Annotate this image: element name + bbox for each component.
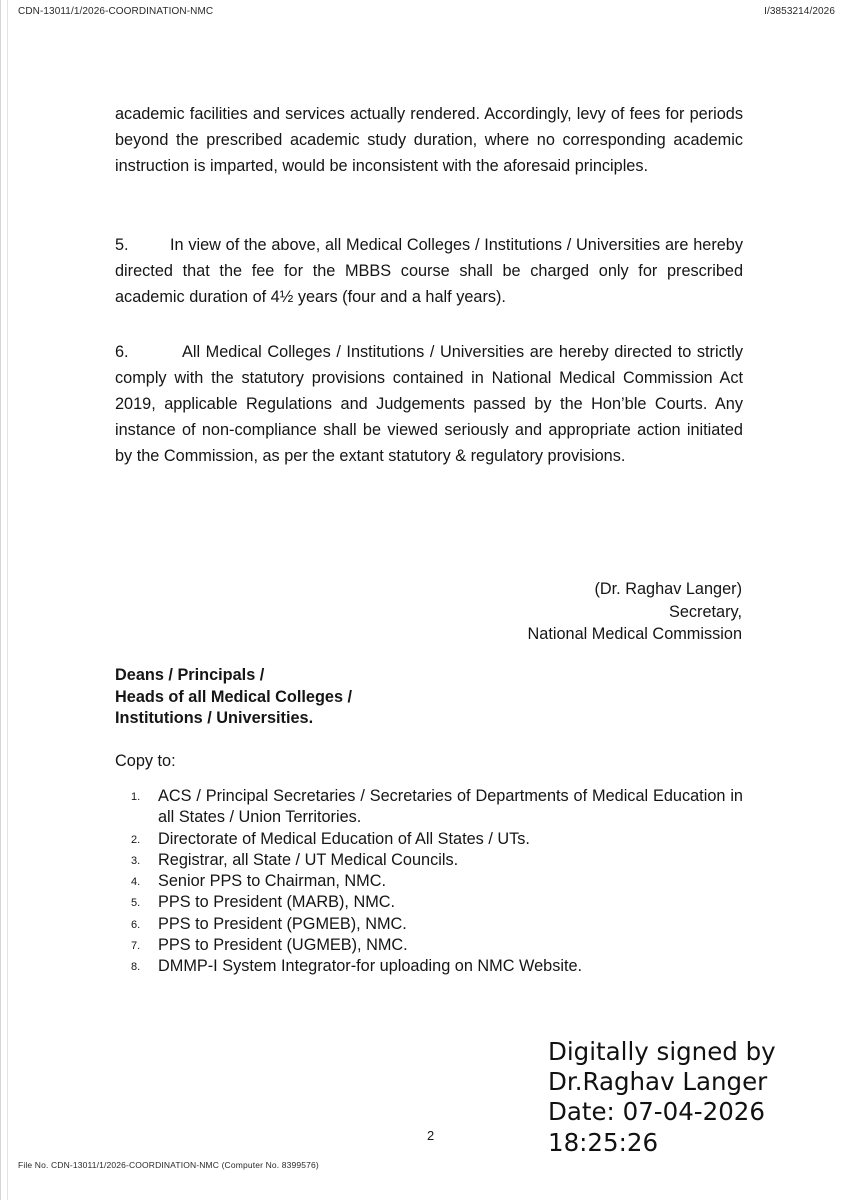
list-item-text: ACS / Principal Secretaries / Secretaries of Departments of Medical Education in all States / Union Territories. bbox=[158, 787, 743, 827]
addressee-block bbox=[115, 665, 352, 730]
list-item-number: 1. bbox=[131, 791, 141, 803]
list-item bbox=[131, 829, 743, 850]
signatory-designation: Secretary, bbox=[669, 602, 742, 621]
paragraph-5 bbox=[115, 232, 743, 310]
list-item bbox=[131, 892, 743, 913]
paragraph-5-text: In view of the above, all Medical Colleges / Institutions / Universities are hereby directed that the fee for the MBBS course shall be charged only for prescribed academic duration of 4½ years (four and a half years). bbox=[115, 236, 743, 306]
list-item bbox=[131, 956, 743, 977]
header-receipt-reference: I/3853214/2026 bbox=[764, 6, 835, 17]
signatory-name: (Dr. Raghav Langer) bbox=[594, 580, 742, 598]
list-item bbox=[131, 786, 743, 829]
footer-file-reference: File No. CDN-13011/1/2026-COORDINATION-NMC (Computer No. 8399576) bbox=[18, 1160, 319, 1170]
list-item-number: 3. bbox=[131, 854, 141, 867]
digital-signature-line-2: Dr.Raghav Langer bbox=[548, 1067, 768, 1097]
continuation-paragraph: academic facilities and services actually rendered. Accordingly, levy of fees for periods beyond the prescribed academic study duration, where no corresponding academic instruction is imparted, would be inconsistent with the aforesaid principles. bbox=[115, 105, 743, 175]
paragraph-5-number: 5. bbox=[115, 236, 129, 254]
list-item-text: Registrar, all State / UT Medical Councils. bbox=[158, 850, 459, 869]
paragraph-6-text: All Medical Colleges / Institutions / Universities are hereby directed to strictly comply with the statutory provisions contained in National Medical Commission Act 2019, applicable Regulations and Judgements passed by the Hon’ble Courts. Any instance of non-compliance shall be viewed seriously and appropriate action initiated by the Commission, as per the extant statutory & regulatory provisions. bbox=[115, 343, 743, 465]
list-item-text: Directorate of Medical Education of All States / UTs. bbox=[158, 829, 530, 848]
signatory-organisation: National Medical Commission bbox=[527, 625, 742, 643]
copy-to-label: Copy to: bbox=[115, 752, 176, 770]
list-item-text: PPS to President (UGMEB), NMC. bbox=[158, 936, 408, 955]
addressee-line-1: Deans / Principals / bbox=[115, 666, 265, 684]
list-item-number: 5. bbox=[131, 897, 141, 910]
list-item-text: DMMP-I System Integrator-for uploading on NMC Website. bbox=[158, 957, 583, 976]
list-item bbox=[131, 871, 743, 892]
digital-signature-line-4: 18:25:26 bbox=[548, 1127, 659, 1157]
list-item-text: PPS to President (PGMEB), NMC. bbox=[158, 914, 407, 933]
list-item-number: 4. bbox=[131, 876, 141, 889]
list-item-number: 7. bbox=[131, 940, 141, 953]
list-item-number: 8. bbox=[131, 961, 141, 974]
signatory-block bbox=[528, 578, 742, 646]
copy-to-list bbox=[131, 786, 743, 978]
list-item-text: Senior PPS to Chairman, NMC. bbox=[158, 872, 387, 891]
list-item-number: 2. bbox=[131, 833, 141, 846]
addressee-line-2: Heads of all Medical Colleges / bbox=[115, 687, 353, 706]
list-item-text: PPS to President (MARB), NMC. bbox=[158, 893, 396, 912]
list-item bbox=[131, 850, 743, 871]
digital-signature-line-3: Date: 07-04-2026 bbox=[548, 1097, 765, 1127]
paragraph-6-number: 6. bbox=[115, 343, 129, 361]
digital-signature-stamp bbox=[548, 1037, 776, 1158]
list-item bbox=[131, 935, 743, 956]
paragraph-6 bbox=[115, 339, 743, 469]
page-edge-divider bbox=[7, 0, 8, 1200]
addressee-line-3: Institutions / Universities. bbox=[115, 709, 314, 727]
digital-signature-line-1: Digitally signed by bbox=[548, 1037, 776, 1066]
list-item bbox=[131, 914, 743, 935]
page-number: 2 bbox=[427, 1128, 435, 1143]
header-file-reference: CDN-13011/1/2026-COORDINATION-NMC bbox=[18, 6, 214, 17]
list-item-number: 6. bbox=[131, 918, 141, 931]
